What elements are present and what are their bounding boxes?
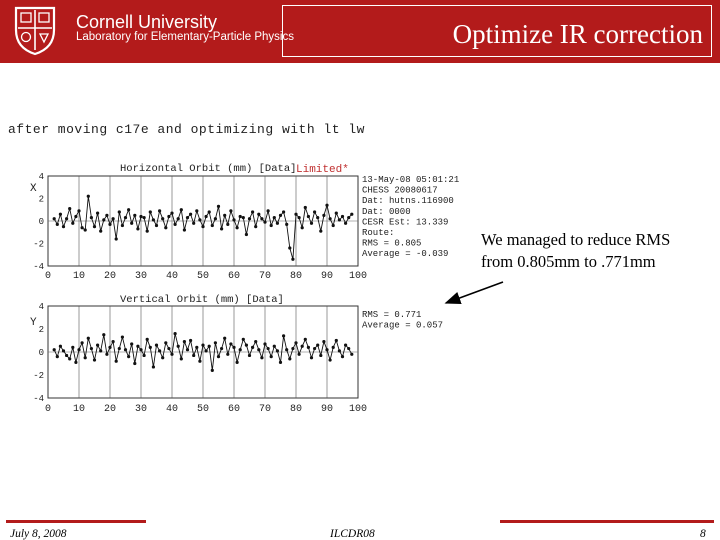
- horizontal-data-point: [214, 217, 217, 220]
- horizontal-data-point: [112, 217, 115, 220]
- horizontal-data-point: [108, 223, 111, 226]
- vertical-data-point: [201, 344, 204, 347]
- vertical-data-point: [242, 338, 245, 341]
- vertical-data-point: [205, 349, 208, 352]
- horizontal-data-point: [186, 216, 189, 219]
- vertical-x-tick-label: 90: [320, 404, 334, 415]
- horizontal-data-point: [211, 224, 214, 227]
- horizontal-chart-title: Horizontal Orbit (mm) [Data]: [120, 163, 297, 175]
- horizontal-data-point: [344, 222, 347, 225]
- horizontal-data-point: [53, 217, 56, 220]
- horizontal-data-point: [136, 227, 139, 230]
- footer-page-number: 8: [700, 528, 706, 540]
- horizontal-y-axis-label: X: [30, 183, 37, 195]
- vertical-data-point: [164, 341, 167, 344]
- vertical-x-tick-label: 100: [348, 404, 368, 415]
- vertical-x-tick-label: 40: [165, 404, 179, 415]
- horizontal-data-point: [319, 230, 322, 233]
- vertical-y-tick-label: -2: [33, 371, 44, 381]
- horizontal-data-point: [276, 222, 279, 225]
- vertical-data-point: [133, 362, 136, 365]
- horizontal-info-line: 13-May-08 05:01:21: [362, 175, 460, 185]
- vertical-data-point: [226, 353, 229, 356]
- horizontal-data-point: [71, 222, 74, 225]
- vertical-data-point: [183, 340, 186, 343]
- horizontal-data-point: [248, 217, 251, 220]
- horizontal-data-point: [115, 237, 118, 240]
- vertical-data-point: [282, 334, 285, 337]
- vertical-data-point: [257, 348, 260, 351]
- horizontal-data-point: [90, 216, 93, 219]
- vertical-data-point: [267, 347, 270, 350]
- horizontal-data-point: [223, 214, 226, 217]
- horizontal-data-point: [127, 208, 130, 211]
- vertical-data-point: [90, 347, 93, 350]
- vertical-y-axis-label: Y: [30, 317, 37, 329]
- horizontal-data-point: [164, 226, 167, 229]
- horizontal-data-point: [217, 205, 220, 208]
- horizontal-data-point: [208, 210, 211, 213]
- vertical-data-point: [93, 358, 96, 361]
- horizontal-x-tick-label: 100: [348, 271, 368, 282]
- horizontal-data-point: [183, 228, 186, 231]
- horizontal-data-point: [146, 230, 149, 233]
- horizontal-data-point: [267, 209, 270, 212]
- horizontal-data-point: [301, 226, 304, 229]
- vertical-data-point: [115, 360, 118, 363]
- vertical-data-point: [332, 346, 335, 349]
- horizontal-data-point: [304, 206, 307, 209]
- vertical-data-point: [347, 347, 350, 350]
- horizontal-data-point: [313, 210, 316, 213]
- vertical-y-tick-label: 2: [38, 325, 44, 335]
- horizontal-data-point: [93, 225, 96, 228]
- vertical-data-point: [313, 347, 316, 350]
- horizontal-data-point: [77, 209, 80, 212]
- vertical-data-point: [329, 358, 332, 361]
- horizontal-y-tick-label: -4: [33, 262, 44, 272]
- horizontal-y-tick-label: 4: [38, 172, 44, 182]
- horizontal-x-tick-label: 50: [196, 271, 210, 282]
- vertical-info-line: Average = 0.057: [362, 320, 444, 331]
- vertical-data-point: [211, 369, 214, 372]
- horizontal-data-point: [56, 223, 59, 226]
- vertical-x-tick-label: 70: [258, 404, 272, 415]
- horizontal-data-point: [279, 214, 282, 217]
- horizontal-data-point: [251, 210, 254, 213]
- vertical-x-tick-label: 60: [227, 404, 241, 415]
- vertical-data-point: [108, 346, 111, 349]
- vertical-data-point: [270, 355, 273, 358]
- vertical-data-point: [322, 340, 325, 343]
- horizontal-info-line: Route:: [362, 228, 395, 238]
- horizontal-info-line: Average = -0.039: [362, 249, 449, 260]
- horizontal-data-point: [102, 218, 105, 221]
- horizontal-data-point: [201, 225, 204, 228]
- horizontal-limited-flag: Limited*: [296, 164, 349, 176]
- vertical-data-point: [84, 356, 87, 359]
- horizontal-info-line: Dat: 0000: [362, 206, 411, 217]
- vertical-data-point: [198, 360, 201, 363]
- horizontal-data-point: [257, 213, 260, 216]
- horizontal-data-point: [167, 215, 170, 218]
- vertical-data-point: [285, 348, 288, 351]
- horizontal-info-line: RMS = 0.805: [362, 238, 422, 249]
- vertical-data-point: [130, 342, 133, 345]
- horizontal-data-point: [121, 224, 124, 227]
- horizontal-data-point: [322, 214, 325, 217]
- horizontal-data-point: [133, 214, 136, 217]
- vertical-x-tick-label: 10: [72, 404, 86, 415]
- vertical-data-point: [87, 337, 90, 340]
- horizontal-data-point: [220, 227, 223, 230]
- vertical-data-point: [298, 353, 301, 356]
- vertical-data-point: [177, 345, 180, 348]
- vertical-data-point: [251, 346, 254, 349]
- vertical-data-point: [96, 344, 99, 347]
- footer-date: July 8, 2008: [10, 528, 67, 540]
- horizontal-x-tick-label: 90: [320, 271, 334, 282]
- horizontal-data-point: [189, 213, 192, 216]
- vertical-data-point: [186, 348, 189, 351]
- horizontal-data-point: [155, 224, 158, 227]
- horizontal-data-point: [170, 212, 173, 215]
- vertical-chart-title: Vertical Orbit (mm) [Data]: [120, 294, 284, 306]
- vertical-data-point: [65, 354, 68, 357]
- vertical-data-point: [77, 348, 80, 351]
- vertical-data-point: [310, 356, 313, 359]
- laboratory-name: Laboratory for Elementary-Particle Physics: [76, 31, 294, 43]
- vertical-data-point: [170, 353, 173, 356]
- horizontal-data-point: [325, 204, 328, 207]
- vertical-data-point: [192, 354, 195, 357]
- vertical-data-point: [59, 345, 62, 348]
- horizontal-data-point: [273, 216, 276, 219]
- horizontal-data-point: [242, 216, 245, 219]
- vertical-data-point: [229, 342, 232, 345]
- vertical-data-point: [149, 346, 152, 349]
- horizontal-data-point: [65, 217, 68, 220]
- vertical-data-point: [143, 354, 146, 357]
- vertical-data-point: [214, 341, 217, 344]
- horizontal-data-point: [105, 214, 108, 217]
- horizontal-data-point: [316, 216, 319, 219]
- vertical-data-point: [291, 347, 294, 350]
- horizontal-data-point: [332, 224, 335, 227]
- vertical-data-point: [158, 349, 161, 352]
- horizontal-data-point: [229, 209, 232, 212]
- vertical-data-point: [307, 346, 310, 349]
- vertical-data-point: [279, 361, 282, 364]
- vertical-data-point: [338, 349, 341, 352]
- vertical-data-point: [62, 349, 65, 352]
- vertical-data-point: [344, 344, 347, 347]
- vertical-data-point: [316, 344, 319, 347]
- vertical-data-point: [105, 353, 108, 356]
- horizontal-data-point: [254, 225, 257, 228]
- horizontal-data-point: [62, 225, 65, 228]
- horizontal-data-point: [245, 233, 248, 236]
- horizontal-data-point: [236, 226, 239, 229]
- horizontal-y-tick-label: -2: [33, 239, 44, 250]
- horizontal-data-point: [99, 230, 102, 233]
- vertical-x-tick-label: 30: [134, 404, 148, 415]
- vertical-data-point: [217, 355, 220, 358]
- vertical-data-point: [276, 349, 279, 352]
- vertical-data-point: [124, 348, 127, 351]
- horizontal-data-point: [143, 216, 146, 219]
- vertical-data-point: [167, 347, 170, 350]
- vertical-data-point: [155, 344, 158, 347]
- horizontal-data-point: [232, 218, 235, 221]
- horizontal-data-point: [81, 226, 84, 229]
- vertical-y-tick-label: 0: [38, 348, 44, 358]
- vertical-info-line: RMS = 0.771: [362, 310, 422, 320]
- footer-event: ILCDR08: [330, 528, 375, 540]
- horizontal-data-point: [198, 218, 201, 221]
- footer-rule-right: [500, 520, 714, 523]
- horizontal-data-point: [329, 217, 332, 220]
- horizontal-data-point: [226, 223, 229, 226]
- vertical-data-point: [232, 346, 235, 349]
- horizontal-info-line: CHESS 20080617: [362, 185, 438, 196]
- plot-caption: after moving c17e and optimizing with lt lw: [8, 122, 365, 137]
- vertical-data-point: [325, 348, 328, 351]
- rms-note-line1: We managed to reduce RMS: [481, 230, 671, 249]
- horizontal-x-tick-label: 0: [44, 271, 52, 282]
- vertical-x-tick-label: 20: [103, 404, 117, 415]
- vertical-data-point: [208, 345, 211, 348]
- vertical-data-point: [195, 346, 198, 349]
- vertical-x-tick-label: 0: [44, 404, 52, 415]
- horizontal-data-point: [347, 216, 350, 219]
- vertical-x-tick-label: 50: [196, 404, 210, 415]
- horizontal-x-tick-label: 30: [134, 271, 148, 282]
- horizontal-data-point: [288, 246, 291, 249]
- vertical-data-point: [152, 365, 155, 368]
- horizontal-data-point: [270, 224, 273, 227]
- horizontal-data-point: [177, 217, 180, 220]
- horizontal-x-tick-label: 40: [165, 271, 179, 282]
- horizontal-data-point: [350, 213, 353, 216]
- horizontal-data-point: [239, 215, 242, 218]
- horizontal-data-point: [263, 221, 266, 224]
- horizontal-data-point: [152, 218, 155, 221]
- vertical-data-point: [223, 337, 226, 340]
- horizontal-y-tick-label: 0: [38, 217, 44, 227]
- vertical-data-point: [350, 353, 353, 356]
- vertical-data-point: [139, 348, 142, 351]
- vertical-data-point: [263, 342, 266, 345]
- vertical-data-point: [239, 348, 242, 351]
- horizontal-data-point: [205, 215, 208, 218]
- horizontal-data-point: [260, 217, 263, 220]
- vertical-data-point: [161, 356, 164, 359]
- vertical-data-point: [273, 345, 276, 348]
- vertical-data-point: [174, 332, 177, 335]
- rms-note: [481, 229, 670, 273]
- vertical-data-point: [102, 333, 105, 336]
- horizontal-data-point: [285, 223, 288, 226]
- vertical-data-point: [335, 339, 338, 342]
- horizontal-data-point: [68, 207, 71, 210]
- vertical-data-point: [112, 340, 115, 343]
- horizontal-x-tick-label: 80: [289, 271, 303, 282]
- vertical-data-point: [220, 347, 223, 350]
- horizontal-info-line: Dat: hutns.116900: [362, 196, 454, 207]
- horizontal-data-point: [96, 212, 99, 215]
- horizontal-data-point: [282, 210, 285, 213]
- vertical-y-tick-label: 4: [38, 302, 44, 312]
- horizontal-data-point: [139, 215, 142, 218]
- horizontal-data-point: [158, 209, 161, 212]
- horizontal-data-point: [195, 209, 198, 212]
- vertical-data-point: [127, 355, 130, 358]
- horizontal-x-tick-label: 20: [103, 271, 117, 282]
- vertical-data-point: [254, 340, 257, 343]
- vertical-data-point: [68, 357, 71, 360]
- footer-rule-left: [6, 520, 146, 523]
- vertical-data-point: [301, 345, 304, 348]
- vertical-data-point: [304, 338, 307, 341]
- horizontal-data-point: [335, 212, 338, 215]
- vertical-data-point: [319, 354, 322, 357]
- horizontal-data-point: [294, 213, 297, 216]
- vertical-data-point: [146, 338, 149, 341]
- vertical-data-point: [294, 341, 297, 344]
- university-name: Cornell University: [76, 12, 218, 32]
- vertical-data-point: [56, 355, 59, 358]
- vertical-data-point: [118, 347, 121, 350]
- horizontal-data-point: [192, 222, 195, 225]
- vertical-data-point: [71, 346, 74, 349]
- vertical-data-point: [180, 357, 183, 360]
- vertical-data-point: [189, 339, 192, 342]
- horizontal-data-point: [291, 258, 294, 261]
- rms-note-line2: from 0.805mm to .771mm: [481, 252, 656, 271]
- horizontal-x-tick-label: 70: [258, 271, 272, 282]
- horizontal-data-point: [174, 223, 177, 226]
- horizontal-data-point: [124, 216, 127, 219]
- horizontal-y-tick-label: 2: [38, 194, 44, 205]
- vertical-data-point: [81, 341, 84, 344]
- horizontal-data-point: [149, 210, 152, 213]
- horizontal-data-point: [180, 208, 183, 211]
- horizontal-data-point: [307, 215, 310, 218]
- vertical-data-point: [121, 335, 124, 338]
- horizontal-data-point: [74, 215, 77, 218]
- vertical-data-point: [99, 349, 102, 352]
- horizontal-data-point: [59, 213, 62, 216]
- vertical-data-point: [74, 361, 77, 364]
- horizontal-data-point: [130, 222, 133, 225]
- vertical-data-point: [288, 357, 291, 360]
- horizontal-data-point: [310, 222, 313, 225]
- vertical-x-tick-label: 80: [289, 404, 303, 415]
- horizontal-data-point: [161, 217, 164, 220]
- horizontal-data-point: [341, 215, 344, 218]
- vertical-data-point: [236, 361, 239, 364]
- slide-title: Optimize IR correction: [452, 19, 703, 49]
- horizontal-x-tick-label: 10: [72, 271, 86, 282]
- vertical-data-point: [248, 354, 251, 357]
- vertical-data-point: [260, 356, 263, 359]
- vertical-data-point: [53, 348, 56, 351]
- horizontal-x-tick-label: 60: [227, 271, 241, 282]
- note-arrow: [446, 282, 503, 303]
- horizontal-data-point: [338, 218, 341, 221]
- vertical-data-point: [341, 355, 344, 358]
- horizontal-data-point: [84, 228, 87, 231]
- vertical-data-point: [245, 344, 248, 347]
- horizontal-info-line: CESR Est: 13.339: [362, 217, 449, 228]
- horizontal-data-point: [87, 195, 90, 198]
- vertical-y-tick-label: -4: [33, 394, 44, 404]
- vertical-data-point: [136, 345, 139, 348]
- horizontal-data-point: [298, 216, 301, 219]
- horizontal-data-point: [118, 210, 121, 213]
